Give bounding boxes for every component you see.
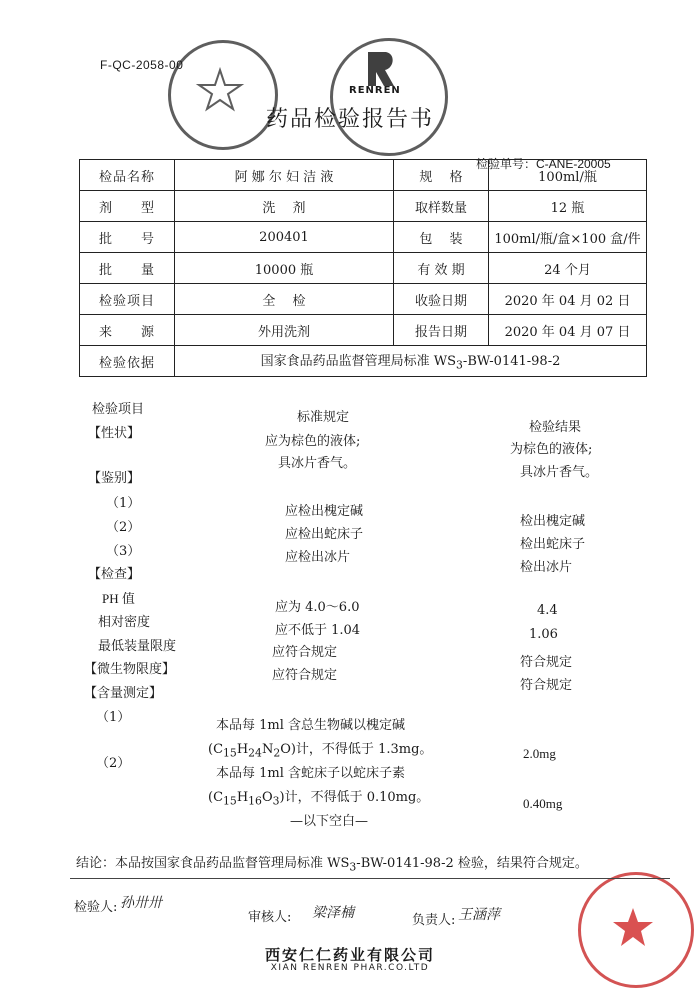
assay-standard-2-line2: $(C_{15}H_{16}O_3)$计，不得低于 0.10mg。 <box>208 790 430 808</box>
label-product-name: 检品名称 <box>80 160 175 191</box>
assay-result-2: 0.40mg <box>523 796 563 811</box>
value-sample-qty: 12 瓶 <box>489 191 647 222</box>
ident-standard-3: 应检出冰片 <box>285 550 351 565</box>
reviewer-label: 审核人: <box>248 910 292 925</box>
basis-suffix: -BW-0141-98-2 <box>462 354 561 370</box>
inspect-standard-2: 应不低于 1.04 <box>275 623 361 638</box>
microbial-result: 符合规定 <box>520 678 573 693</box>
responsible-signature: 王涵萍 <box>458 907 500 923</box>
reviewer-signature: 梁泽楠 <box>312 905 354 921</box>
value-product-name: 阿 娜 尔 妇 洁 液 <box>175 160 394 191</box>
label-report-date: 报告日期 <box>394 315 489 346</box>
label-batch-no: 批 号 <box>80 222 175 253</box>
inspect-name-2: 相对密度 <box>98 615 151 630</box>
blank-end-note: —以下空白— <box>290 814 369 829</box>
table-row <box>80 284 647 315</box>
appearance-standard-1: 应为棕色的液体; <box>265 434 361 449</box>
appearance-result-2: 具冰片香气。 <box>520 465 599 480</box>
ident-no-2: （2） <box>106 520 141 535</box>
table-row <box>80 315 647 346</box>
inspect-result-1: 4.4 <box>537 603 558 618</box>
column-result: 检验结果 <box>529 420 582 435</box>
inspector-signature: 孙卅卅 <box>120 895 162 911</box>
report-number: 检验单号：C-ANE-20005 <box>476 157 611 171</box>
value-receive-date: 2020 年 04 月 02 日 <box>489 284 647 315</box>
assay-standard-1-line1: 本品每 1ml 含总生物碱以槐定碱 <box>216 718 406 733</box>
inspect-standard-1: 应为 4.0～6.0 <box>275 600 360 615</box>
value-test-items: 全 检 <box>175 284 394 315</box>
ident-standard-1: 应检出槐定碱 <box>285 504 364 519</box>
label-batch-size: 批 量 <box>80 253 175 284</box>
company-name: 西安仁仁药业有限公司 <box>264 946 435 964</box>
column-item: 检验项目 <box>92 402 145 417</box>
ident-no-3: （3） <box>106 544 141 559</box>
label-sample-qty: 取样数量 <box>394 191 489 222</box>
assay-standard-2-line1: 本品每 1ml 含蛇床子以蛇床子素 <box>216 766 406 781</box>
responsible-label: 负责人: <box>412 913 456 928</box>
value-batch-no: 200401 <box>175 222 394 253</box>
ident-standard-2: 应检出蛇床子 <box>285 527 364 542</box>
inspect-result-2: 1.06 <box>529 627 558 642</box>
value-dosage-form: 洗 剂 <box>175 191 394 222</box>
microbial-standard: 应符合规定 <box>272 668 338 683</box>
label-dosage-form: 剂 型 <box>80 191 175 222</box>
label-validity: 有 效 期 <box>394 253 489 284</box>
value-validity: 24 个月 <box>489 253 647 284</box>
value-packaging: 100ml/瓶/盒×100 盒/件 <box>489 222 647 253</box>
assay-result-1: 2.0mg <box>523 746 556 761</box>
assay-no-1: （1） <box>96 710 131 725</box>
ident-no-1: （1） <box>106 496 141 511</box>
section-microbial: 【微生物限度】 <box>84 662 176 677</box>
label-receive-date: 收验日期 <box>394 284 489 315</box>
table-row <box>80 191 647 222</box>
ident-result-2: 检出蛇床子 <box>520 537 586 552</box>
basis-sub: 3 <box>456 358 463 372</box>
label-source: 来 源 <box>80 315 175 346</box>
table-row <box>80 253 647 284</box>
assay-no-2: （2） <box>96 756 131 771</box>
label-basis: 检验依据 <box>80 346 175 377</box>
document-code: F-QC-2058-00 <box>100 58 184 72</box>
label-packaging: 包 装 <box>394 222 489 253</box>
appearance-standard-2: 具冰片香气。 <box>278 456 357 471</box>
value-spec: 100ml/瓶 <box>489 160 647 191</box>
company-name-en: XIAN RENREN PHAR.CO.LTD <box>270 963 430 973</box>
table-row <box>80 346 647 377</box>
info-table <box>79 159 647 377</box>
inspect-standard-3: 应符合规定 <box>272 645 338 660</box>
renren-logo-seal <box>330 38 448 156</box>
appearance-result-1: 为棕色的液体; <box>510 442 593 457</box>
column-standard: 标准规定 <box>297 410 350 425</box>
label-spec: 规 格 <box>394 160 489 191</box>
value-report-date: 2020 年 04 月 07 日 <box>489 315 647 346</box>
inspect-result-3: 符合规定 <box>520 655 573 670</box>
value-batch-size: 10000 瓶 <box>175 253 394 284</box>
report-title: 药品检验报告书 <box>265 107 434 132</box>
quality-seal-left <box>168 40 278 150</box>
value-basis <box>175 346 647 377</box>
label-test-items: 检验项目 <box>80 284 175 315</box>
section-identification: 【鉴别】 <box>88 471 141 486</box>
renren-logo-text: RENREN <box>349 85 401 96</box>
conclusion: 结论：本品按国家食品药品监督管理局标准 $WS_3-BW-0141-98-2$ 检验，结果符合规定。 <box>76 856 588 874</box>
section-inspection: 【检查】 <box>88 567 141 582</box>
inspect-name-3: 最低装量限度 <box>98 639 177 654</box>
table-row <box>80 160 647 191</box>
table-row <box>80 222 647 253</box>
assay-standard-1-line2: $(C_{15}H_{24}N_2O)$计，不得低于 1.3mg。 <box>208 742 433 760</box>
basis-text: 国家食品药品监督管理局标准 WS <box>260 354 457 370</box>
inspect-name-1: PH 值 <box>102 591 135 606</box>
ident-result-3: 检出冰片 <box>520 560 573 575</box>
section-assay: 【含量测定】 <box>84 686 163 701</box>
value-source: 外用洗剂 <box>175 315 394 346</box>
inspector-label: 检验人: <box>74 900 118 915</box>
ident-result-1: 检出槐定碱 <box>520 514 586 529</box>
section-appearance: 【性状】 <box>88 426 141 441</box>
divider <box>70 878 670 879</box>
